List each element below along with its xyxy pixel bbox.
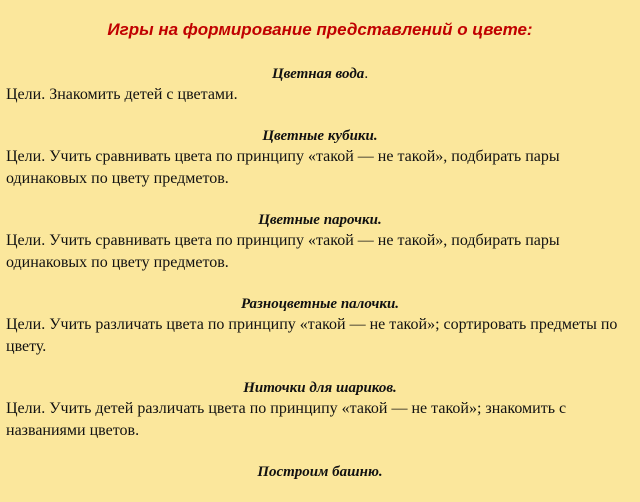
game-title: Разноцветные палочки. [240, 296, 400, 312]
game-item [6, 294, 634, 358]
game-item [6, 64, 634, 106]
game-title: Ниточки для шариков. [243, 380, 397, 396]
game-description: Цели. Знакомить детей с цветами. [6, 86, 238, 103]
game-item [6, 126, 634, 190]
game-title: Цветная вода. [271, 66, 369, 82]
game-title: Построим башню. [257, 464, 383, 480]
game-item [6, 378, 634, 442]
game-title: Цветные парочки. [258, 212, 382, 228]
game-description: Цели. Учить детей различать цвета по принципу «такой — не такой»; знакомить с названиями цветов. [6, 400, 567, 439]
games-list [6, 64, 634, 502]
game-title: Цветные кубики. [262, 128, 378, 144]
page-title: Игры на формирование представлений о цвете: [107, 20, 533, 39]
game-description: Цели. Учить сравнивать цвета по принципу «такой — не такой», подбирать пары одинаковых по цвету предметов. [6, 148, 560, 187]
game-description: Цели. Учить сравнивать цвета по принципу «такой — не такой», подбирать пары одинаковых по цвету предметов. [6, 232, 560, 271]
game-item [6, 462, 634, 482]
game-description: Цели. Учить различать цвета по принципу «такой — не такой»; сортировать предметы по цвету. [6, 316, 618, 355]
game-item [6, 210, 634, 274]
